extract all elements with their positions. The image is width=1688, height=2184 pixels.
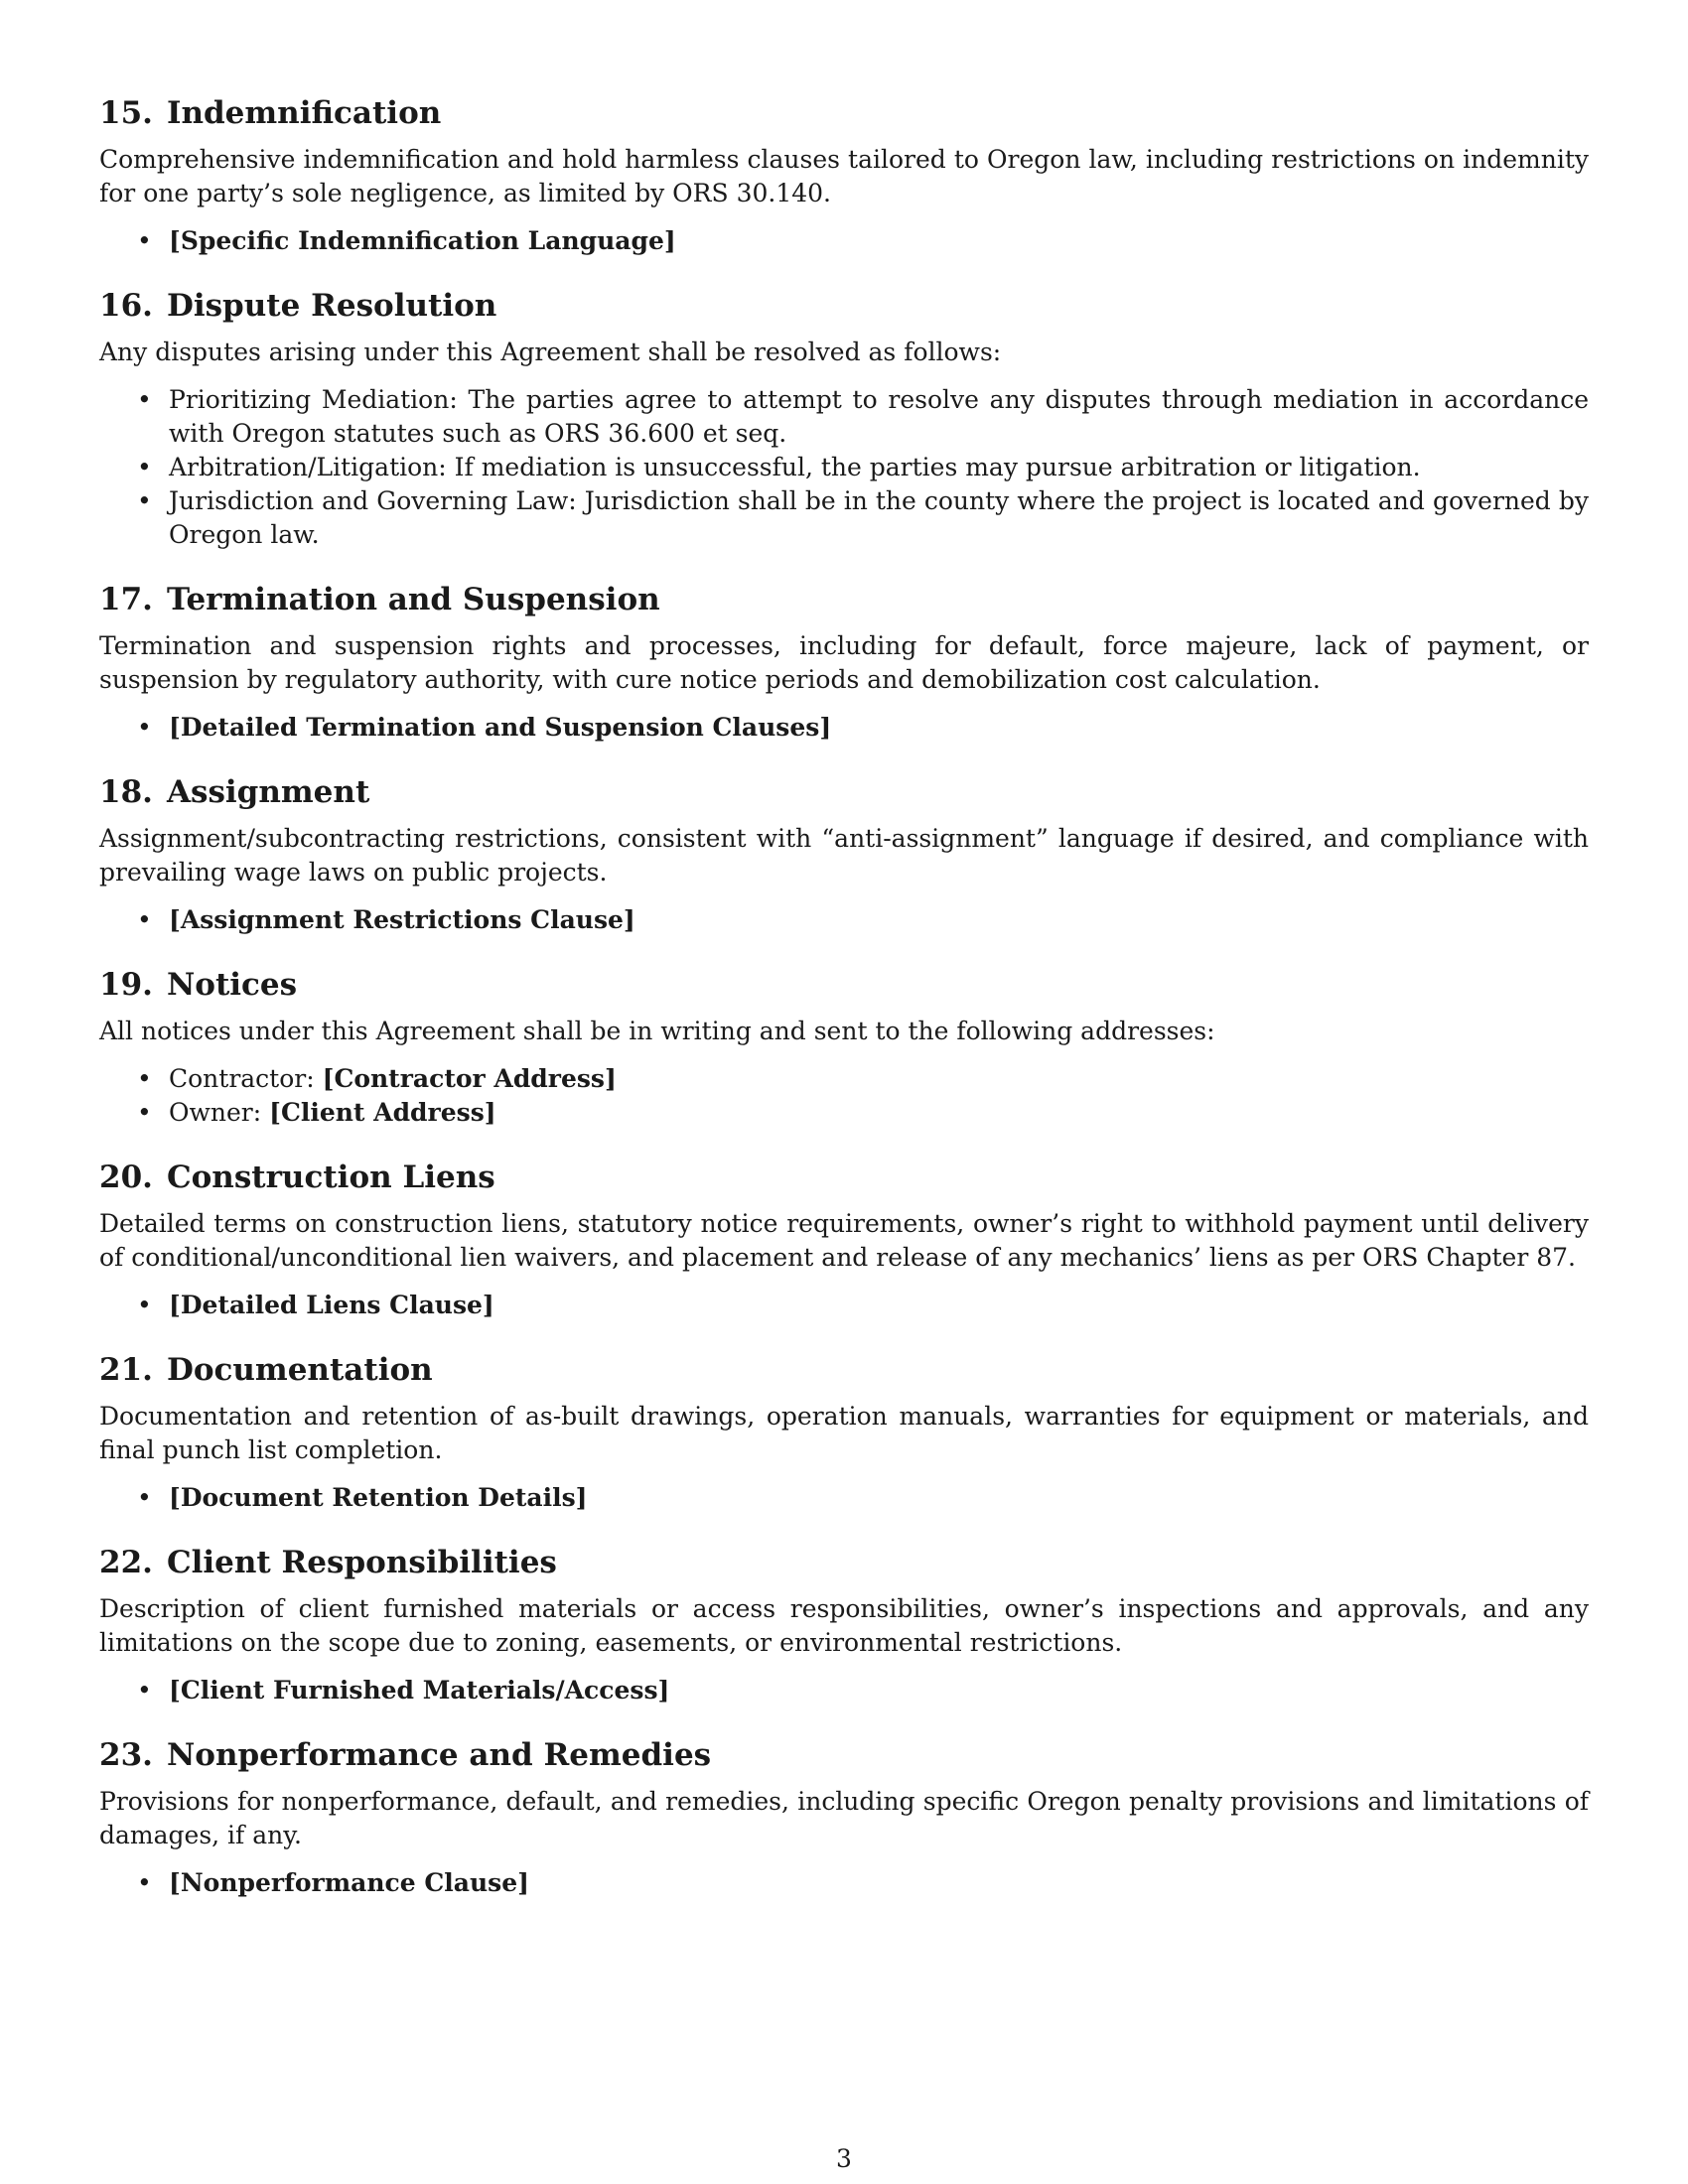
section-number: 23.: [99, 1737, 153, 1773]
bullet-glyph: •: [137, 1868, 152, 1897]
item-placeholder: [Detailed Termination and Suspension Clauses]: [169, 713, 832, 742]
section-paragraph: Any disputes arising under this Agreement shall be resolved as follows:: [99, 338, 1002, 366]
section-paragraph: Termination and suspension rights and processes, including for default, force majeure, lack of payment, or suspension by regulatory authority, with cure notice periods and demobilization cost calculation.: [99, 631, 1589, 694]
section-nonperformance-remedies: [99, 1735, 1589, 1900]
item-placeholder: [Nonperformance Clause]: [169, 1868, 529, 1897]
bullet-glyph: •: [137, 1676, 152, 1705]
item-placeholder: [Detailed Liens Clause]: [169, 1291, 494, 1319]
section-title: Nonperformance and Remedies: [166, 1737, 712, 1773]
item-placeholder: [Client Furnished Materials/Access]: [169, 1676, 670, 1705]
bullet-list: [99, 224, 1589, 258]
item-text: Prioritizing Mediation: The parties agree to attempt to resolve any disputes through mediation in accordance with Oregon statutes such as ORS 36.600 et seq.: [169, 385, 1589, 448]
section-number: 15.: [99, 95, 153, 131]
bullet-glyph: •: [137, 1098, 152, 1127]
section-paragraph: All notices under this Agreement shall be in writing and sent to the following addresses:: [99, 1017, 1215, 1045]
section-client-responsibilities: [99, 1543, 1589, 1707]
section-paragraph: Comprehensive indemnification and hold harmless clauses tailored to Oregon law, including restrictions on indemnity for one party’s sole negligence, as limited by ORS 30.140.: [99, 145, 1589, 207]
section-heading: [99, 1543, 1589, 1582]
section-termination-suspension: [99, 580, 1589, 745]
list-item: [99, 1096, 1589, 1130]
section-heading: [99, 772, 1589, 812]
section-number: 19.: [99, 967, 153, 1003]
list-item: [99, 383, 1589, 451]
bullet-glyph: •: [137, 453, 152, 481]
item-text: Contractor:: [169, 1064, 323, 1093]
section-paragraph: Documentation and retention of as-built drawings, operation manuals, warranties for equipment or materials, and final punch list completion.: [99, 1402, 1589, 1464]
page-number: 3: [836, 2144, 852, 2173]
bullet-glyph: •: [137, 486, 152, 515]
bullet-list: [99, 1674, 1589, 1707]
item-placeholder: [Assignment Restrictions Clause]: [169, 905, 635, 934]
bullet-list: [99, 1289, 1589, 1322]
list-item: [99, 903, 1589, 937]
section-assignment: [99, 772, 1589, 937]
list-item: [99, 1481, 1589, 1515]
list-item: [99, 224, 1589, 258]
list-item: [99, 1062, 1589, 1096]
section-paragraph: Description of client furnished materials or access responsibilities, owner’s inspections and approvals, and any limitations on the scope due to zoning, easements, or environmental restrictions.: [99, 1594, 1589, 1657]
bullet-list: [99, 711, 1589, 745]
section-title: Client Responsibilities: [166, 1545, 557, 1580]
section-number: 16.: [99, 288, 153, 324]
section-notices: [99, 965, 1589, 1130]
item-placeholder: [Client Address]: [269, 1098, 496, 1127]
section-number: 20.: [99, 1160, 153, 1195]
section-number: 17.: [99, 582, 153, 617]
list-item: [99, 484, 1589, 552]
bullet-glyph: •: [137, 1064, 152, 1093]
list-item: [99, 711, 1589, 745]
item-text: Jurisdiction and Governing Law: Jurisdiction shall be in the county where the project is located and governed by Oregon law.: [169, 486, 1589, 549]
bullet-glyph: •: [137, 1483, 152, 1512]
section-paragraph: Detailed terms on construction liens, statutory notice requirements, owner’s right to withhold payment until delivery of conditional/unconditional lien waivers, and placement and release of any mechanics’ liens as per ORS Chapter 87.: [99, 1209, 1589, 1272]
section-title: Termination and Suspension: [166, 582, 660, 617]
section-title: Construction Liens: [166, 1160, 495, 1195]
section-title: Dispute Resolution: [166, 288, 497, 324]
bullet-list: [99, 383, 1589, 552]
section-number: 22.: [99, 1545, 153, 1580]
bullet-list: [99, 1866, 1589, 1900]
item-placeholder: [Specific Indemnification Language]: [169, 226, 676, 255]
bullet-list: [99, 903, 1589, 937]
section-heading: [99, 286, 1589, 326]
list-item: [99, 1866, 1589, 1900]
item-placeholder: [Contractor Address]: [322, 1064, 617, 1093]
bullet-glyph: •: [137, 713, 152, 742]
section-heading: [99, 93, 1589, 133]
bullet-glyph: •: [137, 226, 152, 255]
item-text: Owner:: [169, 1098, 270, 1127]
document-page: [99, 93, 1589, 1900]
section-heading: [99, 965, 1589, 1005]
section-construction-liens: [99, 1158, 1589, 1322]
item-text: Arbitration/Litigation: If mediation is unsuccessful, the parties may pursue arbitration or litigation.: [169, 453, 1421, 481]
list-item: [99, 1289, 1589, 1322]
list-item: [99, 451, 1589, 484]
section-number: 21.: [99, 1352, 153, 1388]
bullet-list: [99, 1481, 1589, 1515]
item-placeholder: [Document Retention Details]: [169, 1483, 588, 1512]
section-title: Documentation: [166, 1352, 433, 1388]
section-paragraph: Assignment/subcontracting restrictions, consistent with “anti-assignment” language if desired, and compliance with prevailing wage laws on public projects.: [99, 824, 1589, 887]
bullet-list: [99, 1062, 1589, 1130]
section-heading: [99, 1350, 1589, 1390]
list-item: [99, 1674, 1589, 1707]
section-dispute-resolution: [99, 286, 1589, 552]
section-heading: [99, 1158, 1589, 1197]
section-heading: [99, 1735, 1589, 1775]
section-indemnification: [99, 93, 1589, 258]
section-title: Assignment: [166, 774, 370, 810]
section-paragraph: Provisions for nonperformance, default, and remedies, including specific Oregon penalty provisions and limitations of damages, if any.: [99, 1787, 1589, 1849]
bullet-glyph: •: [137, 1291, 152, 1319]
section-number: 18.: [99, 774, 153, 810]
bullet-glyph: •: [137, 385, 152, 414]
section-title: Notices: [166, 967, 298, 1003]
bullet-glyph: •: [137, 905, 152, 934]
section-title: Indemnification: [166, 95, 442, 131]
section-heading: [99, 580, 1589, 619]
section-documentation: [99, 1350, 1589, 1515]
